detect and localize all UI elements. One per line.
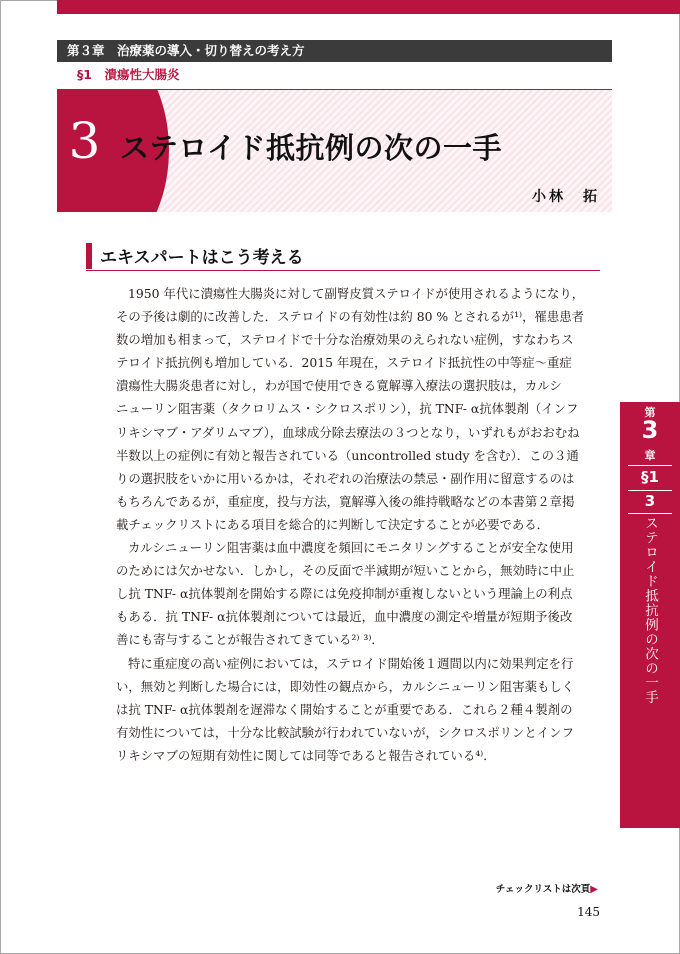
body-line: い，無効と判断した場合には，即効性の観点から，カルシニューリン阻害薬もしく [116, 678, 575, 694]
heading-marker [86, 243, 92, 269]
side-tab-vertical-title [620, 516, 680, 705]
top-accent-bar [57, 0, 680, 14]
side-tab-dai: 第 [644, 406, 656, 419]
side-tab-divider [628, 465, 672, 466]
body-line: りの選択肢をいかに用いるかは，それぞれの治療法の禁忌・副作用に留意するのは [116, 470, 575, 486]
body-line: もちろんであるが，重症度，投与方法，寛解導入後の維持戦略などの本書第２章掲 [116, 493, 575, 509]
body-line: その予後は劇的に改善した．ステロイドの有効性は約 80 % とされるが¹⁾，罹患患者 [116, 309, 585, 325]
body-line: テロイド抵抗例も増加している．2015 年現在，ステロイド抵抗性の中等症～重症 [116, 355, 572, 371]
body-line: ニューリン阻害薬（タクロリムス・シクロスポリン），抗 TNF- α抗体製剤（インフ [116, 401, 579, 417]
body-line: し抗 TNF- α抗体製剤を開始する際には免疫抑制が重複しないという理論上の利点 [116, 586, 573, 602]
chapter-side-tab [620, 402, 680, 828]
body-line: 1950 年代に潰瘍性大腸炎に対して副腎皮質ステロイドが使用されるようになり， [128, 286, 585, 301]
body-line: は抗 TNF- α抗体製剤を遅滞なく開始することが重要である．これら２種４製剤の [116, 701, 573, 717]
section-heading-text: エキスパートはこう考える [100, 248, 304, 268]
side-tab-divider [628, 490, 672, 491]
chapter-title: ステロイド抵抗例の次の一手 [120, 131, 503, 165]
body-line: もある．抗 TNF- α抗体製剤については最近，血中濃度の測定や増量が短期予後改 [116, 609, 573, 625]
page-number: 145 [577, 905, 600, 919]
body-line: リキシマブ・アダリムマブ），血球成分除去療法の３つとなり，いずれもがおおむね [116, 424, 580, 440]
side-tab-sho: 章 [644, 449, 656, 462]
section-heading [86, 241, 600, 271]
author-name: 小林 拓 [532, 189, 600, 205]
side-tab-chapter-number: 3 [641, 416, 659, 444]
chapter-header-label: 第３章 治療薬の導入・切り替えの考え方 [67, 43, 305, 58]
body-line: 特に重症度の高い症例においては，ステロイド開始後１週間以内に効果判定を行 [128, 655, 574, 671]
triangle-right-icon: ▶ [590, 884, 598, 895]
body-line: 潰瘍性大腸炎患者に対し，わが国で使用できる寛解導入療法の選択肢は，カルシ [116, 378, 562, 394]
body-line: 載チェックリストにある項目を総合的に判断して決定することが必要である． [116, 516, 550, 532]
side-tab-section: §1 [641, 468, 659, 486]
body-text [116, 282, 596, 767]
body-line: のためには欠かせない．しかし，その反面で半減期が短いことから，無効時に中止 [116, 563, 575, 579]
body-line: 数の増加も相まって，ステロイドで十分な治療効果のえられない症例，すなわちス [116, 332, 574, 348]
body-line: 有効性については，十分な比較試験が行われていないが，シクロスポリンとインフ [116, 724, 574, 740]
section-header [57, 62, 612, 90]
chapter-header [57, 40, 612, 62]
body-line: 善にも寄与することが報告されてきている²⁾ ³⁾． [116, 632, 384, 648]
section-header-label: §1 潰瘍性大腸炎 [77, 67, 180, 82]
next-page-text: チェックリストは次頁 [495, 884, 591, 895]
side-tab-divider [628, 513, 672, 514]
side-tab-vertical-title-text: ステロイド抵抗例の次の一手 [642, 516, 658, 705]
next-page-note [470, 881, 598, 895]
body-line: 半数以上の症例に有効と報告されている（uncontrolled study を含む）．この３通 [116, 447, 579, 463]
chapter-number: 3 [68, 112, 101, 170]
body-line: カルシニューリン阻害薬は血中濃度を頻回にモニタリングすることが安全な使用 [128, 540, 574, 556]
body-line: リキシマブの短期有効性に関しては同等であると報告されている⁴⁾． [116, 747, 496, 763]
side-tab-item-number: 3 [644, 492, 656, 510]
